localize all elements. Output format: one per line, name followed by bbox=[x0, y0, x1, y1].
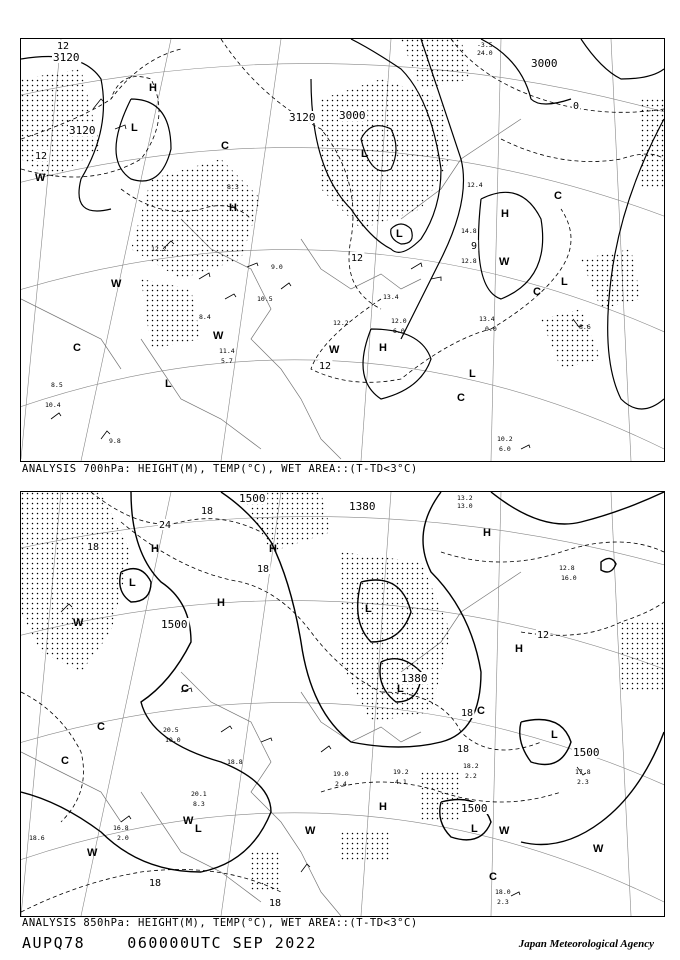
isotherm-label: 18 bbox=[269, 898, 282, 909]
pressure-center-symbol: W bbox=[213, 330, 224, 342]
station-value: 4.1 bbox=[395, 778, 407, 786]
pressure-center-symbol: C bbox=[477, 705, 485, 717]
station-value: 12.2 bbox=[151, 245, 167, 253]
station-value: 16.8 bbox=[113, 824, 129, 832]
isotherm-label: 18 bbox=[257, 564, 270, 575]
chart-700hpa-map bbox=[21, 39, 664, 461]
pressure-center-symbol: H bbox=[379, 342, 387, 354]
pressure-center-symbol: C bbox=[61, 755, 69, 767]
pressure-center-symbol: C bbox=[97, 721, 105, 733]
station-value: 5.7 bbox=[221, 357, 233, 365]
pressure-center-symbol: W bbox=[183, 815, 194, 827]
height-contour-label: 1500 bbox=[239, 492, 266, 505]
station-value: 19.2 bbox=[393, 768, 409, 776]
station-value: 2.3 bbox=[577, 778, 589, 786]
station-value: 13.4 bbox=[479, 315, 495, 323]
station-value: 9.0 bbox=[271, 263, 283, 271]
isotherm-label: 12 bbox=[537, 630, 550, 641]
height-contour-label: 3120 bbox=[53, 51, 80, 64]
pressure-center-symbol: L bbox=[551, 729, 558, 741]
station-value: 6.0 bbox=[393, 327, 405, 335]
station-value: 16.0 bbox=[561, 574, 577, 582]
pressure-center-symbol: W bbox=[35, 172, 46, 184]
station-value: 11.4 bbox=[219, 347, 235, 355]
height-contour-label: 1500 bbox=[461, 802, 488, 815]
height-contour-label: 3000 bbox=[339, 109, 366, 122]
isotherm-label-layer bbox=[34, 40, 580, 372]
pressure-center-symbol: H bbox=[483, 527, 491, 539]
pressure-center-symbol: H bbox=[515, 643, 523, 655]
coastlines bbox=[21, 119, 521, 459]
isotherm-label: 24 bbox=[159, 520, 172, 531]
height-contour-label: 1500 bbox=[161, 618, 188, 631]
station-value: 8.3 bbox=[193, 800, 205, 808]
pressure-center-symbol: W bbox=[305, 825, 316, 837]
isotherm-label: 18 bbox=[201, 506, 214, 517]
pressure-center-symbol: H bbox=[269, 543, 277, 555]
pressure-center-symbol: L bbox=[129, 577, 136, 589]
station-value: 2.4 bbox=[335, 780, 347, 788]
isotherm-label: 18 bbox=[87, 542, 100, 553]
height-label-layer bbox=[52, 51, 559, 137]
pressure-center-symbol: C bbox=[181, 683, 189, 695]
station-value: 14.8 bbox=[461, 227, 477, 235]
pressure-center-symbol: C bbox=[489, 871, 497, 883]
pressure-center-symbol: W bbox=[111, 278, 122, 290]
chart-850hpa bbox=[20, 491, 665, 917]
isotherm-label: 18 bbox=[149, 878, 162, 889]
station-value: 12.8 bbox=[559, 564, 575, 572]
station-value: 10.0 bbox=[165, 736, 181, 744]
station-value: 18.6 bbox=[29, 834, 45, 842]
isotherm-label: 12 bbox=[35, 151, 48, 162]
station-value: 8.6 bbox=[579, 323, 591, 331]
station-value: 10.5 bbox=[257, 295, 273, 303]
station-value: 2.0 bbox=[117, 834, 129, 842]
pressure-center-symbol: C bbox=[533, 286, 541, 298]
pressure-center-symbol: L bbox=[396, 228, 403, 240]
wet-areas bbox=[21, 492, 664, 892]
chart-700hpa bbox=[20, 38, 665, 462]
pressure-center-symbol: L bbox=[365, 603, 372, 615]
height-contour-label: 3000 bbox=[531, 57, 558, 70]
pressure-center-symbol: C bbox=[554, 190, 562, 202]
isotherm-label: 18 bbox=[457, 744, 470, 755]
station-value: 20.1 bbox=[191, 790, 207, 798]
station-value: 20.5 bbox=[163, 726, 179, 734]
pressure-center-symbol: H bbox=[501, 208, 509, 220]
pressure-center-symbol: H bbox=[217, 597, 225, 609]
station-value: 8.3 bbox=[227, 183, 239, 191]
station-value: 18.2 bbox=[463, 762, 479, 770]
station-value: 17.8 bbox=[575, 768, 591, 776]
station-value: 12.2 bbox=[333, 319, 349, 327]
station-value: 12.4 bbox=[467, 181, 483, 189]
pressure-center-symbol: L bbox=[471, 823, 478, 835]
station-value: 8.5 bbox=[51, 381, 63, 389]
isotherm-label: 12 bbox=[351, 253, 364, 264]
height-contour-label: 1380 bbox=[401, 672, 428, 685]
pressure-center-symbol: C bbox=[221, 140, 229, 152]
pressure-center-symbol: H bbox=[379, 801, 387, 813]
pressure-center-symbol: L bbox=[195, 823, 202, 835]
pressure-center-symbol: L bbox=[131, 122, 138, 134]
pressure-center-symbol: L bbox=[469, 368, 476, 380]
pressure-center-symbol: W bbox=[329, 344, 340, 356]
pressure-center-symbol: L bbox=[165, 378, 172, 390]
station-value: 0.0 bbox=[485, 325, 497, 333]
height-contour-label: 1380 bbox=[349, 500, 376, 513]
station-value: 13.4 bbox=[383, 293, 399, 301]
pressure-center-symbol: H bbox=[151, 543, 159, 555]
isotherm-label: 18 bbox=[461, 708, 474, 719]
station-value: 13.0 bbox=[457, 502, 473, 510]
isotherm-label: 0 bbox=[573, 101, 580, 112]
station-value: 12.8 bbox=[461, 257, 477, 265]
station-value: 18.0 bbox=[495, 888, 511, 896]
station-value: 2.2 bbox=[465, 772, 477, 780]
pressure-center-symbol: H bbox=[149, 82, 157, 94]
caption-850hpa: ANALYSIS 850hPa: HEIGHT(M), TEMP(°C), WET AREA::(T-TD<3°C) bbox=[22, 917, 418, 929]
station-value: 18.8 bbox=[227, 758, 243, 766]
station-value: 19.0 bbox=[333, 770, 349, 778]
pressure-center-symbol: L bbox=[561, 276, 568, 288]
station-value: 12.0 bbox=[391, 317, 407, 325]
pressure-center-symbol: W bbox=[73, 617, 84, 629]
chart-850hpa-map bbox=[21, 492, 664, 916]
agency-name: Japan Meteorological Agency bbox=[518, 938, 654, 950]
isotherm-label: 9 bbox=[471, 241, 478, 252]
pressure-center-symbol: W bbox=[499, 825, 510, 837]
pressure-center-symbol: W bbox=[87, 847, 98, 859]
station-value: 9.8 bbox=[109, 437, 121, 445]
wind-barbs bbox=[51, 99, 582, 449]
station-value: 8.4 bbox=[199, 313, 211, 321]
station-value: 10.4 bbox=[45, 401, 61, 409]
station-value: 24.0 bbox=[477, 49, 493, 57]
caption-700hpa: ANALYSIS 700hPa: HEIGHT(M), TEMP(°C), WET AREA::(T-TD<3°C) bbox=[22, 463, 418, 475]
height-contour-label: 1500 bbox=[573, 746, 600, 759]
product-id: AUPQ78 060000UTC SEP 2022 bbox=[22, 934, 317, 952]
pressure-center-layer bbox=[35, 82, 568, 404]
station-value: 6.0 bbox=[499, 445, 511, 453]
pressure-center-symbol: C bbox=[73, 342, 81, 354]
pressure-center-symbol: W bbox=[499, 256, 510, 268]
height-contour-label: 3120 bbox=[289, 111, 316, 124]
pressure-center-symbol: L bbox=[397, 683, 404, 695]
station-value: 13.2 bbox=[457, 494, 473, 502]
height-contour-label: 3120 bbox=[69, 124, 96, 137]
pressure-center-symbol: C bbox=[457, 392, 465, 404]
pressure-center-symbol: L bbox=[361, 148, 368, 160]
isotherm-label: 12 bbox=[319, 361, 332, 372]
isotherm-label: 12 bbox=[57, 41, 70, 52]
station-value: 10.2 bbox=[497, 435, 513, 443]
station-value: -3.5 bbox=[477, 41, 493, 49]
pressure-center-symbol: W bbox=[593, 843, 604, 855]
pressure-center-symbol: H bbox=[229, 202, 237, 214]
wind-barbs bbox=[61, 604, 586, 896]
station-value: 2.3 bbox=[497, 898, 509, 906]
